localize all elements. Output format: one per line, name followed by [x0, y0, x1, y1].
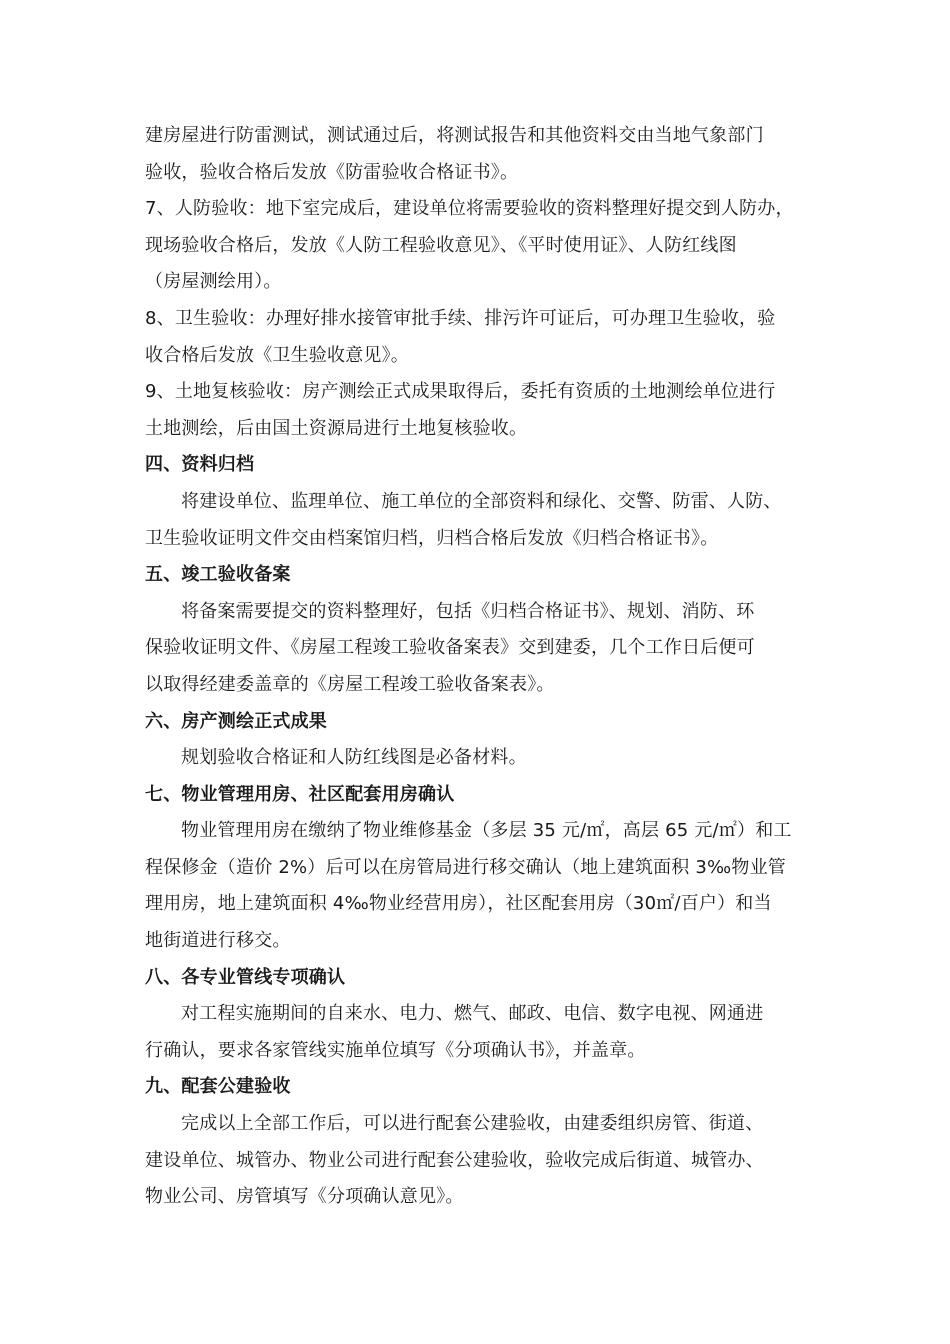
section-heading: 六、房产测绘正式成果: [145, 710, 327, 732]
text-line: 8、卫生验收：办理好排水接管审批手续、排污许可证后，可办理卫生验收，验: [145, 307, 776, 329]
text-line: 现场验收合格后，发放《人防工程验收意见》、《平时使用证》、人防红线图: [145, 234, 737, 256]
text-line: 9、土地复核验收：房产测绘正式成果取得后，委托有资质的土地测绘单位进行: [145, 381, 776, 403]
text-line: 行确认，要求各家管线实施单位填写《分项确认书》，并盖章。: [145, 1039, 646, 1061]
text-line: 7、人防验收：地下室完成后，建设单位将需要验收的资料整理好提交到人防办，: [145, 198, 794, 220]
section-heading: 七、物业管理用房、社区配套用房确认: [145, 783, 455, 805]
text-line: 物业公司、房管填写《分项确认意见》。: [145, 1186, 464, 1208]
paragraph-first-line: 将备案需要提交的资料整理好，包括《归档合格证书》、规划、消防、环: [181, 600, 755, 622]
text-line: 建房屋进行防雷测试，测试通过后，将测试报告和其他资料交由当地气象部门: [145, 125, 764, 146]
text-line: 保验收证明文件、《房屋工程竣工验收备案表》交到建委，几个工作日后便可: [145, 637, 755, 659]
paragraph-first-line: 将建设单位、监理单位、施工单位的全部资料和绿化、交警、防雷、人防、: [181, 490, 782, 512]
section-heading: 五、竣工验收备案: [145, 564, 291, 586]
text-line: 验收，验收合格后发放《防雷验收合格证书》。: [145, 161, 519, 183]
text-line: 建设单位、城管办、物业公司进行配套公建验收，验收完成后街道、城管办、: [145, 1149, 764, 1171]
text-line: 程保修金（造价 2%）后可以在房管局进行移交确认（地上建筑面积 3‰物业管: [145, 856, 787, 878]
text-line: 土地测绘，后由国土资源局进行土地复核验收。: [145, 417, 528, 439]
document-body: [145, 118, 825, 1216]
text-line: 收合格后发放《卫生验收意见》。: [145, 344, 409, 366]
text-line: 地街道进行移交。: [145, 930, 291, 952]
text-line: （房屋测绘用）。: [145, 271, 282, 293]
section-heading: 四、资料归档: [145, 454, 255, 476]
section-heading: 八、各专业管线专项确认: [145, 966, 346, 988]
paragraph-first-line: 物业管理用房在缴纳了物业维修基金（多层 35 元/㎡，高层 65 元/㎡）和工: [181, 820, 792, 842]
paragraph-first-line: 完成以上全部工作后，可以进行配套公建验收，由建委组织房管、街道、: [181, 1113, 764, 1135]
text-line: 理用房，地上建筑面积 4‰物业经营用房），社区配套用房（30㎡/百户）和当: [145, 893, 772, 915]
paragraph-first-line: 规划验收合格证和人防红线图是必备材料。: [181, 747, 527, 769]
text-line: 卫生验收证明文件交由档案馆归档，归档合格后发放《归档合格证书》。: [145, 527, 719, 549]
paragraph-first-line: 对工程实施期间的自来水、电力、燃气、邮政、电信、数字电视、网通进: [181, 1003, 764, 1025]
text-line: 以取得经建委盖章的《房屋工程竣工验收备案表》。: [145, 673, 555, 695]
section-heading: 九、配套公建验收: [145, 1076, 291, 1098]
